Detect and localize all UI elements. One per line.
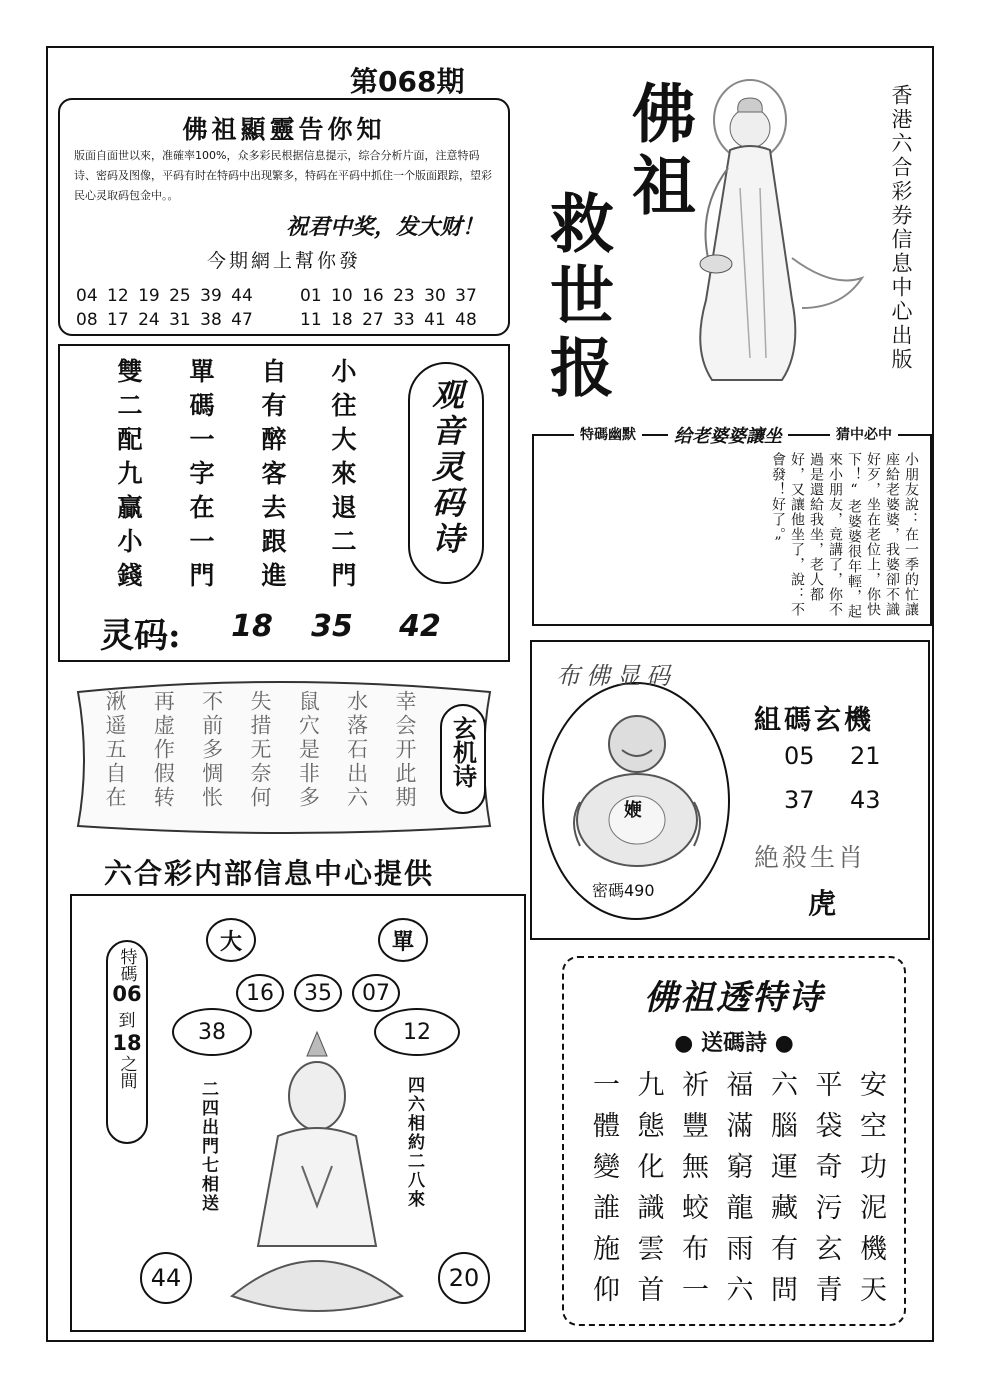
- group-code-4: 43: [850, 786, 881, 814]
- notice-box: [58, 98, 510, 336]
- xuanji-label-oval: [440, 704, 486, 814]
- xuanji-poem: [100, 690, 420, 826]
- joke-title: 给老婆婆讓坐: [668, 422, 788, 448]
- poem1-side-title: 观音灵码诗: [427, 378, 465, 558]
- numbers-row2-left: 08 17 24 31 38 47: [76, 310, 253, 330]
- notice-title: 佛祖顯靈告你知: [182, 115, 386, 144]
- code-2: 35: [311, 608, 353, 644]
- poem2-grid: [584, 1070, 890, 1320]
- poem1-col3: 自有醉客去跟進: [258, 358, 287, 596]
- range-to: 到: [118, 1011, 136, 1031]
- poem2-col5: 祈豐無蛟布一: [677, 1070, 708, 1316]
- masthead-line2: 救世报: [539, 190, 614, 406]
- xuanji-col4: 失措无奈何: [247, 690, 272, 810]
- code-1: 18: [231, 608, 273, 644]
- joke-header: 特碼幽默: [574, 424, 642, 444]
- issue-number: 第068期: [350, 65, 465, 98]
- guanyin-seated-image: [222, 1026, 412, 1326]
- left-oval-num: 38: [172, 1008, 252, 1056]
- bullet-left: ●: [674, 1030, 694, 1056]
- top-num-1: 16: [236, 974, 284, 1012]
- top-num-3: 07: [352, 974, 400, 1012]
- notice-wish: 祝君中奖，发大财！: [285, 214, 484, 240]
- group-code-1: 05: [784, 742, 815, 770]
- laughing-buddha-image: [562, 702, 712, 872]
- provided-by: 六合彩内部信息中心提供: [104, 857, 435, 890]
- notice-body: 版面自面世以來，准確率100%，众多彩民根据信息提示，综合分析片面，注意特码诗、密码及图像，平码有时在特码中出现繁多，特码在平码中抓住一个版面跟踪，望彩民心灵取码包金中。。: [74, 149, 492, 202]
- xuanji-col7: 湫遥五自在: [103, 690, 127, 810]
- group-code-label: 組碼玄機: [754, 705, 874, 736]
- secret-code: 密碼490: [592, 881, 655, 900]
- range-start: 06: [112, 982, 142, 1006]
- publisher: 香港六合彩券信息中心出版: [889, 84, 913, 372]
- big-circle: 大: [206, 918, 256, 962]
- poem2-subtitle-wrap: [564, 1026, 904, 1057]
- poem2-col2: 平袋奇污玄青: [810, 1070, 842, 1316]
- numbers-row1-right: 01 10 16 23 30 37: [300, 286, 477, 306]
- masthead-line1: 佛祖: [621, 80, 696, 224]
- right-side-text: 四六相約二八來: [404, 1076, 424, 1209]
- xuanji-label: 玄机诗: [448, 716, 478, 788]
- poem2-col6: 九態化識雲首: [632, 1070, 664, 1316]
- guanyin-standing-image: [680, 58, 880, 398]
- bottom-left-num: 44: [140, 1252, 192, 1304]
- top-num-2: 35: [294, 974, 342, 1012]
- poem2-subtitle: 送碼詩: [700, 1030, 767, 1056]
- poem2-col3: 六腦運藏有問: [766, 1070, 797, 1316]
- joke-box: [532, 426, 932, 626]
- xuanji-col3: 鼠穴是非多: [296, 690, 321, 810]
- buddha-belly-text: 㛹: [624, 800, 642, 821]
- range-end: 18: [112, 1031, 142, 1055]
- poem2-col1: 安空功泥機天: [855, 1070, 886, 1316]
- code-label: 灵码:: [100, 616, 181, 656]
- guanyin-box: [70, 894, 526, 1332]
- buddha-box: [530, 640, 930, 940]
- joke-text: 小朋友說：在一季的忙讓座給老婆婆，我婆卻不識好歹，坐在老位上，你快下！“老婆婆很年輕，起來小朋友，竟講了，你不過是還給我坐，老人都好，又讓他坐了，說：不會發！好了。”: [770, 452, 919, 619]
- poem2-title: 佛祖透特诗: [644, 978, 824, 1018]
- xuanji-col2: 水落石出六: [344, 690, 369, 810]
- poem2-col4: 福滿窮龍雨六: [721, 1070, 753, 1316]
- xuanji-col1: 幸会开此期: [392, 690, 417, 810]
- special-range-oval: [106, 940, 148, 1144]
- poem1-col4: 小往大來退二門: [328, 358, 357, 596]
- kill-zodiac-value: 虎: [808, 887, 837, 920]
- poem1-bottom-rule: [58, 660, 510, 662]
- poem2-box: [562, 956, 906, 1326]
- bullet-right: ●: [774, 1030, 794, 1056]
- left-side-text: 二四出門七相送: [198, 1080, 218, 1213]
- bottom-right-num: 20: [438, 1252, 490, 1304]
- xuanji-col5: 不前多惆怅: [199, 690, 224, 810]
- numbers-row2-right: 11 18 27 33 41 48: [300, 310, 477, 330]
- right-oval-num: 12: [374, 1008, 460, 1056]
- poem1-col2: 單碼一字在一門: [186, 358, 215, 596]
- poem1-col1: 雙二配九贏小錢: [114, 358, 143, 596]
- kill-zodiac-label: 絶殺生肖: [754, 843, 867, 872]
- single-circle: 單: [378, 918, 428, 962]
- poem1-box: [58, 344, 510, 662]
- range-between: 之間: [116, 1055, 137, 1089]
- xuanji-col6: 再虚作假转: [151, 690, 176, 810]
- group-code-2: 21: [850, 742, 881, 770]
- numbers-row1-left: 04 12 19 25 39 44: [76, 286, 253, 306]
- poem1-side-oval: [408, 362, 484, 584]
- code-3: 42: [399, 608, 441, 644]
- joke-hint: 猜中必中: [830, 424, 898, 444]
- poem2-col7: 一體變誰施仰: [588, 1070, 619, 1316]
- group-code-3: 37: [784, 786, 815, 814]
- notice-subtitle: 今期網上幫你發: [206, 250, 361, 272]
- special-label: 特碼: [116, 948, 137, 982]
- buddha-arc-text: 布佛显码: [556, 662, 676, 690]
